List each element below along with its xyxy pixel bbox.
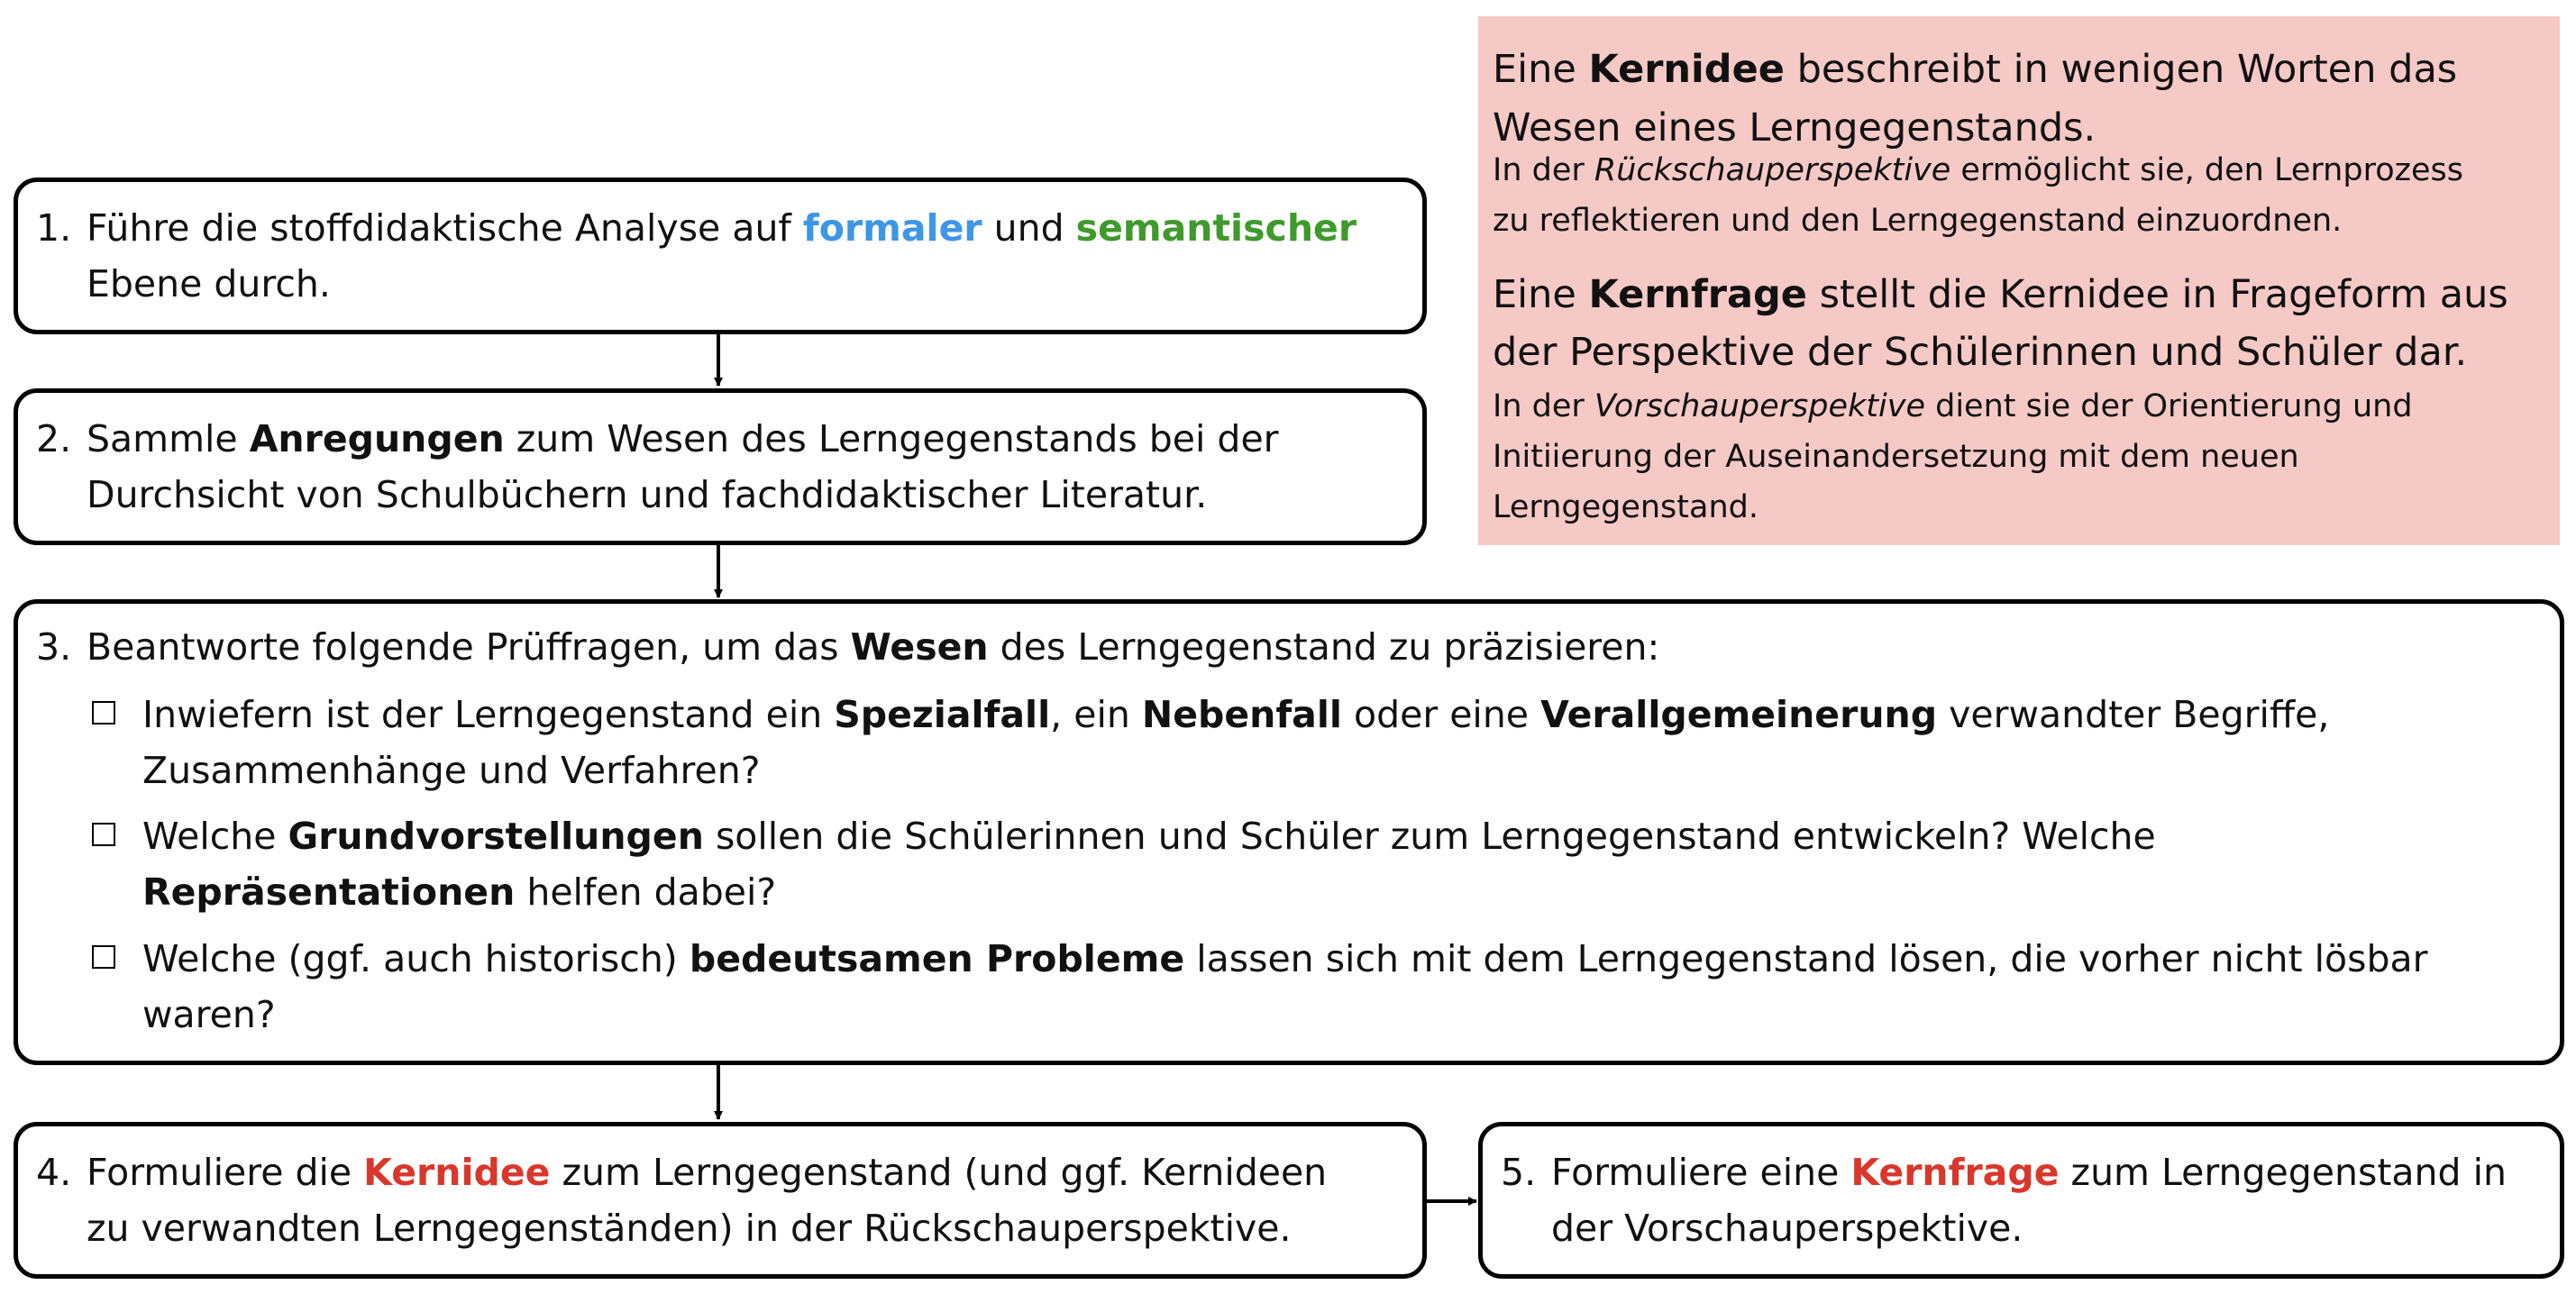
step-4-line2: zu verwandten Lerngegenständen) in der Rückschauperspektive. <box>87 1207 1292 1250</box>
checkbox-icon <box>92 701 115 724</box>
step-5-line1: Formuliere eine Kernfrage zum Lerngegenstand in <box>1551 1151 2507 1194</box>
step-5-line2: der Vorschauperspektive. <box>1551 1207 2023 1250</box>
kernidee-definition-line2: Wesen eines Lerngegenstands. <box>1493 105 2096 150</box>
step-4-line1: Formuliere die Kernidee zum Lerngegenstand (und ggf. Kernideen <box>87 1151 1328 1194</box>
kernidee-term: Kernidee <box>363 1151 551 1194</box>
step-number: 5. <box>1501 1151 1537 1194</box>
kernfrage-note-line2: Initiierung der Auseinandersetzung mit dem neuen <box>1493 439 2299 475</box>
step-2-line2: Durchsicht von Schulbüchern und fachdidaktischer Literatur. <box>87 473 1208 516</box>
kernfrage-term: Kernfrage <box>1850 1151 2060 1194</box>
kernfrage-definition-line2: der Perspektive der Schülerinnen und Schüler dar. <box>1493 330 2468 375</box>
formal-term: formaler <box>802 206 982 250</box>
step-number: 4. <box>36 1151 72 1194</box>
kernfrage-note: In der Vorschauperspektive dient sie der Orientierung und <box>1493 388 2413 424</box>
kernidee-note: In der Rückschauperspektive ermöglicht sie, den Lernprozess <box>1493 152 2463 188</box>
checkbox-icon <box>92 945 115 969</box>
step-number: 3. <box>36 625 72 669</box>
step-2-line1: Sammle Anregungen zum Wesen des Lerngegenstands bei der <box>87 417 1279 460</box>
kernidee-definition: Eine Kernidee beschreibt in wenigen Worten das <box>1493 47 2458 92</box>
kernfrage-definition: Eine Kernfrage stellt die Kernidee in Frageform aus <box>1493 272 2508 317</box>
kernidee-note-line2: zu reflektieren und den Lerngegenstand einzuordnen. <box>1493 203 2343 239</box>
step-3-intro: Beantworte folgende Prüffragen, um das Wesen des Lerngegenstand zu präzisieren: <box>87 625 1660 669</box>
checkbox-icon <box>92 823 115 846</box>
definitions-panel <box>1478 16 2560 545</box>
step-1-line1: Führe die stoffdidaktische Analyse auf formaler und semantischer <box>87 206 1357 250</box>
semantic-term: semantischer <box>1075 206 1357 250</box>
step-number: 1. <box>36 206 72 250</box>
step-number: 2. <box>36 417 72 460</box>
step-1-line2: Ebene durch. <box>87 262 331 305</box>
kernfrage-note-line3: Lerngegenstand. <box>1493 489 1758 525</box>
